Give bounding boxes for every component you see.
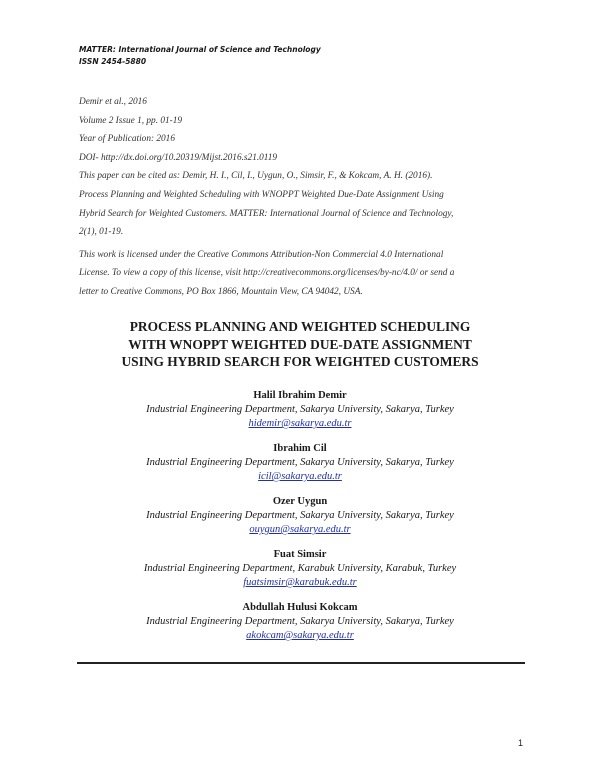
author-name: Fuat Simsir xyxy=(273,549,327,560)
author-name: Ozer Uygun xyxy=(272,496,328,507)
author-email-link[interactable]: icil@sakarya.edu.tr xyxy=(258,471,342,482)
author-block xyxy=(60,495,540,537)
citation-line: 2(1), 01-19. xyxy=(79,227,124,238)
author-affiliation: Industrial Engineering Department, Sakarya University, Sakarya, Turkey xyxy=(146,457,454,468)
license-line: License. To view a copy of this license, visit http://creativecommons.org/licenses/by-nc/4.0/ or send a xyxy=(79,268,455,279)
journal-header xyxy=(79,44,321,68)
title-line: USING HYBRID SEARCH FOR WEIGHTED CUSTOMERS xyxy=(121,354,479,369)
author-email-link[interactable]: fuatsimsir@karabuk.edu.tr xyxy=(243,577,357,588)
horizontal-rule xyxy=(77,662,525,664)
journal-issn: ISSN 2454-5880 xyxy=(79,57,147,66)
author-list xyxy=(60,389,540,654)
author-email-link[interactable]: akokcam@sakarya.edu.tr xyxy=(246,630,354,641)
doi-line: DOI- http://dx.doi.org/10.20319/Mijst.2016.s21.0119 xyxy=(79,152,278,163)
title-line: WITH WNOPPT WEIGHTED DUE-DATE ASSIGNMENT xyxy=(128,336,472,352)
page-number: 1 xyxy=(518,738,524,748)
author-affiliation: Industrial Engineering Department, Sakarya University, Sakarya, Turkey xyxy=(146,510,454,521)
citation-line: This paper can be cited as: Demir, H. I., Cil, I., Uygun, O., Simsir, F., & Kokcam, A. H. (2016). xyxy=(79,171,433,182)
paper-title xyxy=(60,318,540,371)
author-block xyxy=(60,548,540,590)
title-line: PROCESS PLANNING AND WEIGHTED SCHEDULING xyxy=(129,319,471,334)
author-affiliation: Industrial Engineering Department, Karabuk University, Karabuk, Turkey xyxy=(143,563,457,574)
author-block xyxy=(60,601,540,643)
license-line: This work is licensed under the Creative Commons Attribution-Non Commercial 4.0 International xyxy=(79,249,444,260)
authors-year: Demir et al., 2016 xyxy=(79,97,147,107)
author-email-link[interactable]: hidemir@sakarya.edu.tr xyxy=(248,418,352,429)
author-affiliation: Industrial Engineering Department, Sakarya University, Sakarya, Turkey xyxy=(146,404,454,415)
author-name: Halil Ibrahim Demir xyxy=(253,390,347,401)
author-block xyxy=(60,389,540,431)
journal-name: MATTER: International Journal of Science and Technology xyxy=(79,45,321,54)
author-name: Abdullah Hulusi Kokcam xyxy=(242,602,358,613)
citation-line: Hybrid Search for Weighted Customers. MATTER: International Journal of Science and Technology, xyxy=(79,208,454,219)
license-text xyxy=(79,246,524,302)
author-block xyxy=(60,442,540,484)
license-line: letter to Creative Commons, PO Box 1866, Mountain View, CA 94042, USA. xyxy=(79,286,363,297)
author-affiliation: Industrial Engineering Department, Sakarya University, Sakarya, Turkey xyxy=(146,616,454,627)
article-meta xyxy=(79,93,524,302)
publication-year: Year of Publication: 2016 xyxy=(79,134,175,145)
author-email-link[interactable]: ouygun@sakarya.edu.tr xyxy=(249,524,351,535)
author-name: Ibrahim Cil xyxy=(273,443,327,454)
citation-line: Process Planning and Weighted Scheduling with WNOPPT Weighted Due-Date Assignment Using xyxy=(79,189,444,200)
volume-info: Volume 2 Issue 1, pp. 01-19 xyxy=(79,115,183,126)
